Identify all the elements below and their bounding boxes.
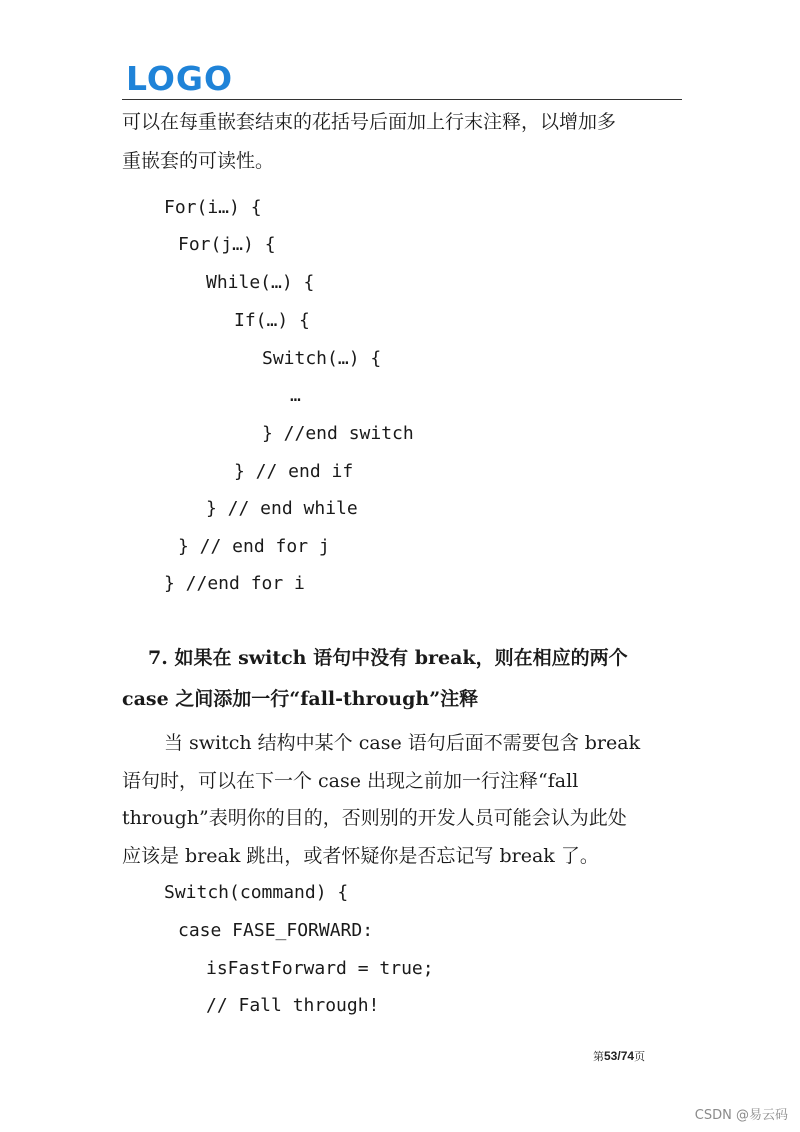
code-line: For(j…) { [178,234,276,255]
code-line: For(i…) { [164,197,262,218]
code-line: } //end switch [262,423,414,444]
body-line-3: through”表明你的目的，否则别的开发人员可能会认为此处 [122,807,627,829]
logo: LOGO [126,59,234,98]
watermark: CSDN @易云码 [694,1108,788,1123]
intro-line-1: 可以在每重嵌套结束的花括号后面加上行末注释，以增加多 [122,111,617,133]
intro-line-2: 重嵌套的可读性。 [122,150,275,172]
body-line-1: 当 switch 结构中某个 case 语句后面不需要包含 break [164,732,641,754]
code-line: While(…) { [206,272,315,293]
code-line: // Fall through! [206,995,380,1016]
code-line: If(…) { [234,310,310,331]
page-number: 第53/74页 [593,1049,646,1063]
code-line: Switch(…) { [262,348,382,369]
header-divider [122,99,682,100]
code-line: isFastForward = true; [206,958,434,979]
section-heading-line-2: case 之间添加一行“fall-through”注释 [122,688,479,710]
code-line: … [290,385,301,406]
section-heading-line-1: 7. 如果在 switch 语句中没有 break，则在相应的两个 [148,647,628,669]
code-line: } //end for i [164,573,305,594]
body-line-2: 语句时，可以在下一个 case 出现之前加一行注释“fall [122,770,579,792]
body-line-4: 应该是 break 跳出，或者怀疑你是否忘记写 break 了。 [122,845,599,867]
code-line: } // end while [206,498,358,519]
code-line: Switch(command) { [164,882,349,903]
code-line: } // end for j [178,536,330,557]
code-line: case FASE_FORWARD: [178,920,374,941]
code-line: } // end if [234,461,354,482]
